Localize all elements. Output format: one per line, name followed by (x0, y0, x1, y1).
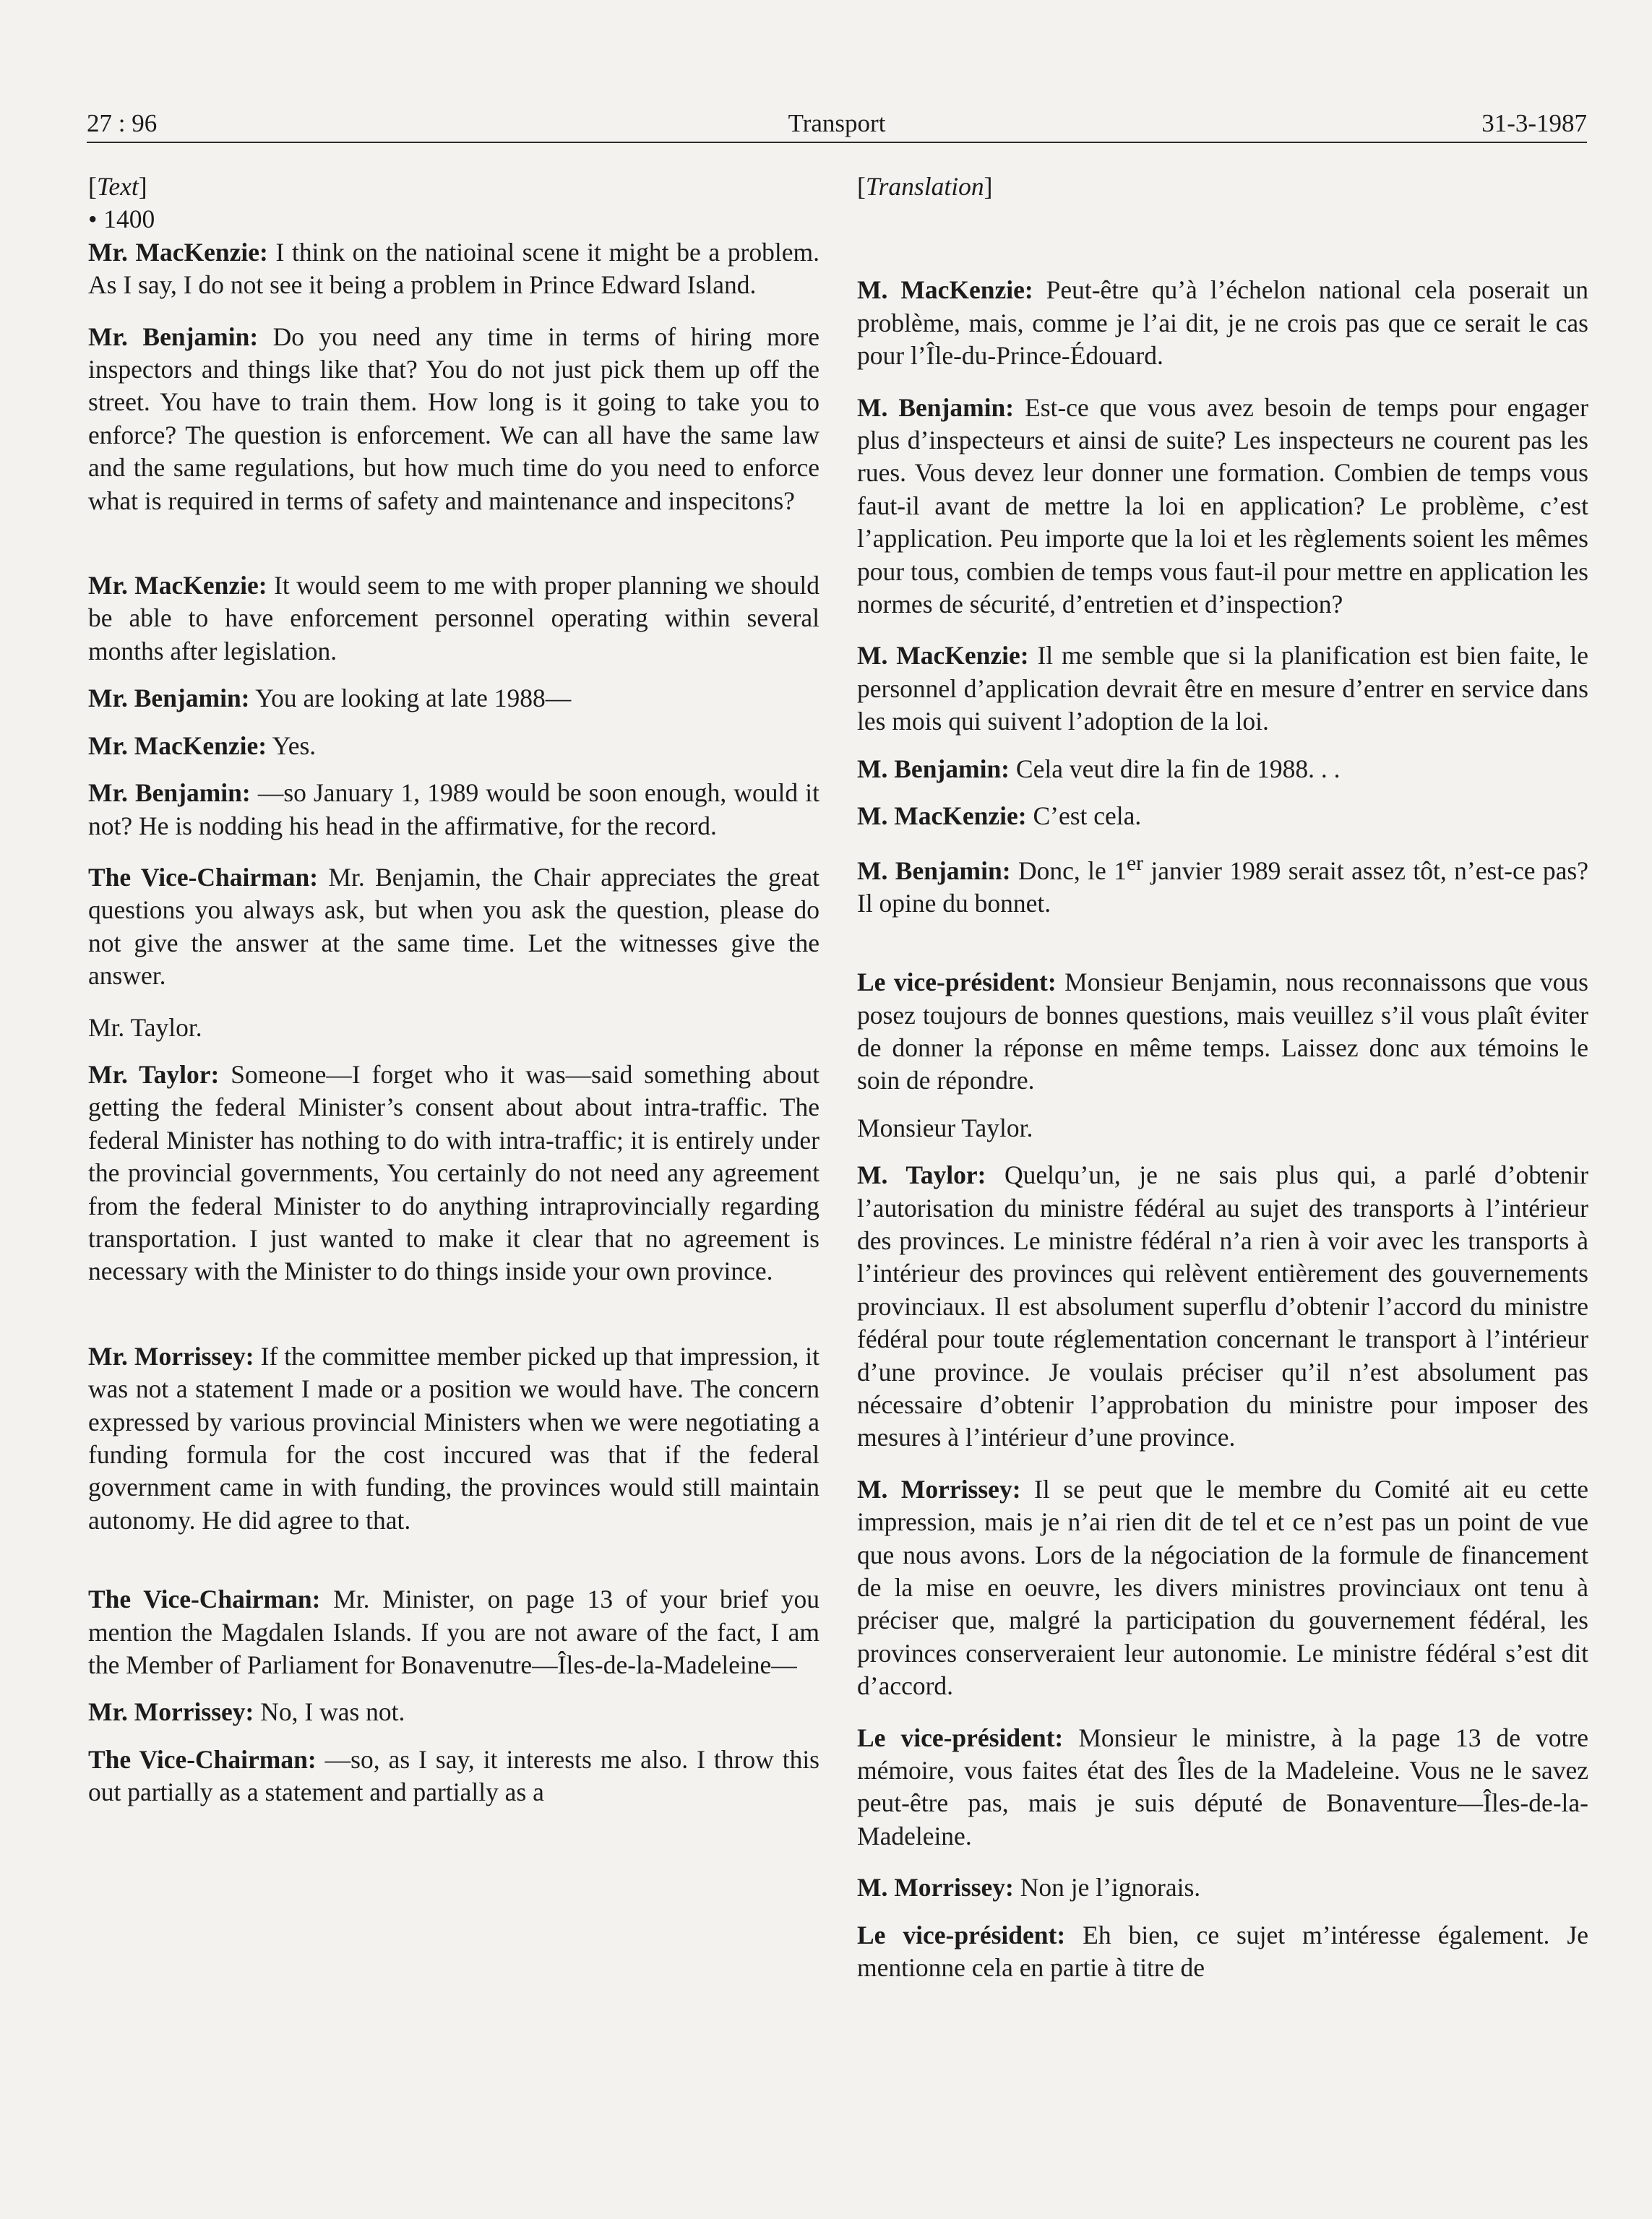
speech: Monsieur Benjamin, nous reconnaissons que vous posez toujours de bonnes questions, mais veuillez s’il vous plaît éviter de donner la réponse en même temps. Laissez donc aux témoins le soin de répondre. (857, 968, 1588, 1095)
speech: Monsieur Taylor. (857, 1113, 1033, 1142)
paragraph (857, 392, 1588, 621)
page-number: 27 : 96 (87, 109, 158, 137)
speech: Eh bien, ce sujet m’intéresse également. Je mentionne cela en partie à titre de (857, 1920, 1588, 1983)
speech: janvier 1989 serait assez tôt, n’est-ce pas? Il opine du bonnet. (857, 856, 1589, 918)
speech: Monsieur le ministre, à la page 13 de votre mémoire, vous faites état des Îles de la Madeleine. Vous ne le savez peut-être pas, mais je suis député de Bonaventure—Îles-de-la-Madeleine. (857, 1723, 1588, 1850)
paragraph (88, 730, 819, 762)
speaker: M. Benjamin: (857, 392, 1015, 422)
speech: Cela veut dire la fin de 1988. . . (1010, 754, 1341, 783)
speech: Mr. Taylor. (88, 1012, 202, 1042)
speech: Mr. Benjamin, the Chair appreciates the great questions you always ask, but when you ask the question, please do not give the answer at the same time. Let the witnesses give the answer. (88, 862, 819, 991)
speaker: M. MacKenzie: (857, 641, 1029, 671)
paragraph (88, 1012, 819, 1044)
french-column (857, 171, 1588, 1985)
speaker: Mr. Morrissey: (88, 1341, 254, 1371)
speech: No, I was not. (254, 1697, 405, 1727)
paragraph (857, 1473, 1588, 1703)
speaker: Mr. MacKenzie: (88, 237, 268, 267)
speech: You are looking at late 1988— (249, 684, 572, 713)
paragraph (857, 1112, 1588, 1145)
paragraph (857, 639, 1588, 738)
paragraph (88, 861, 819, 993)
speech: If the committee member picked up that impression, it was not a statement I made or a position we would have. The concern expressed by various provincial Ministers when we were negotiating a funding formula for the cost inccured was that if the federal government came in with funding, the provinces would still maintain autonomy. He did agree to that. (88, 1341, 819, 1535)
speech: Il me semble que si la planification est bien faite, le personnel d’application devrait être en mesure d’entrer en service dans les mois qui suivent l’adoption de la loi. (857, 641, 1588, 736)
speaker: The Vice-Chairman: (88, 1585, 321, 1614)
speaker: M. Benjamin: (857, 754, 1010, 783)
paragraph (88, 321, 819, 517)
paragraph (88, 682, 819, 715)
timestamp: • 1400 (88, 204, 155, 234)
paragraph (88, 1340, 819, 1537)
paragraph (857, 274, 1588, 372)
paragraph (88, 1744, 819, 1809)
speech: Peut-être qu’à l’échelon national cela poserait un problème, mais, comme je l’ai dit, je ne crois pas que ce serait le cas pour l’Île-du-Prince-Édouard. (857, 275, 1588, 371)
speech: —so, as I say, it interests me also. I throw this out partially as a statement and partially as a (88, 1744, 819, 1807)
speech: It would seem to me with proper planning we should be able to have enforcement personnel operating within several months after legislation. (88, 571, 819, 665)
paragraph (857, 1722, 1588, 1853)
paragraph (88, 1059, 819, 1288)
running-title: Transport (788, 109, 886, 137)
speech: Mr. Minister, on page 13 of your brief you mention the Magdalen Islands. If you are not aware of the fact, I am the Member of Parliament for Bonavenutre—Îles-de-la-Madeleine— (88, 1585, 819, 1680)
speech: Il se peut que le membre du Comité ait eu cette impression, mais je n’ai rien dit de tel et ce n’est pas un point de vue que nous avons. Lors de la négociation de la formule de financement de la mise en oeuvre, les divers ministres provinciaux ont tenu à préciser que, malgré la participation du gouvernement fédéral, les provinces conserveraient leur autonomie. Le ministre fédéral s’est dit d’accord. (857, 1474, 1588, 1701)
speaker: M. Morrissey: (857, 1873, 1014, 1903)
speech: I think on the natioinal scene it might be a problem. As I say, I do not see it being a problem in Prince Edward Island. (88, 237, 819, 300)
page-date: 31-3-1987 (1481, 109, 1587, 137)
paragraph (857, 800, 1588, 832)
paragraph (857, 848, 1588, 921)
page-header (87, 107, 1587, 140)
ordinal-superscript: er (1126, 851, 1143, 875)
speaker: M. Taylor: (857, 1160, 986, 1190)
paragraph (88, 569, 819, 668)
speaker: Mr. Benjamin: (88, 778, 251, 808)
english-column (88, 171, 819, 1809)
paragraph (88, 236, 819, 302)
speaker: Mr. Taylor: (88, 1059, 220, 1089)
header-rule (87, 142, 1587, 143)
speech: —so January 1, 1989 would be soon enough, would it not? He is nodding his head in the affirmative, for the record. (88, 778, 819, 840)
speaker: Mr. Benjamin: (88, 684, 250, 713)
speech: Donc, le 1 (1010, 856, 1127, 885)
column-label: [Translation] (857, 172, 993, 201)
speaker: Mr. MacKenzie: (88, 571, 267, 600)
paragraph (88, 1696, 819, 1728)
speech: Someone—I forget who it was—said something about getting the federal Minister’s consent about about intra-traffic. The federal Minister has nothing to do with intra-traffic; it is entirely under the provincial governments, You certainly do not need any agreement from the federal Minister to do anything intraprovincially regarding transportation. I just wanted to make it clear that no agreement is necessary with the Minister to do things inside your own province. (88, 1059, 819, 1286)
speech: Quelqu’un, je ne sais plus qui, a parlé d’obtenir l’autorisation du ministre fédéral au sujet des transports à l’intérieur des provinces. Le ministre fédéral n’a rien à voir avec les transports à l’intérieur des provinces qui relèvent entièrement des gouvernements provinciaux. Il est absolument superflu d’obtenir l’accord du ministre fédéral pour toute réglementation concernant le transport à l’intérieur d’une province. Je voulais préciser qu’il n’est absolument pas nécessaire d’obtenir l’approbation du ministre pour imposer des mesures à l’intérieur d’une province. (857, 1160, 1588, 1452)
speaker: M. Benjamin: (857, 856, 1011, 885)
speaker: M. Morrissey: (857, 1474, 1021, 1504)
speech: Est-ce que vous avez besoin de temps pour engager plus d’inspecteurs et ainsi de suite? Les inspecteurs ne courent pas les rues. Vous devez leur donner une formation. Combien de temps vous faut-il avant de mettre la loi en application? Le problème, c’est l’application. Peu importe que la loi et les règlements soient les mêmes pour tous, combien de temps vous faut-il pour mettre en application les normes de sécurité, d’entretien et d’inspection? (857, 392, 1588, 619)
speaker: Mr. MacKenzie: (88, 731, 267, 760)
speaker: Mr. Benjamin: (88, 322, 259, 351)
speech: Do you need any time in terms of hiring more inspectors and things like that? You do not just pick them up off the street. You have to train them. How long is it going to take you to enforce? The question is enforcement. We can all have the same law and the same regulations, but how much time do you need to enforce what is required in terms of safety and maintenance and inspecitons? (88, 322, 819, 515)
speaker: M. MacKenzie: (857, 801, 1027, 831)
speech: Non je l’ignorais. (1013, 1873, 1201, 1903)
paragraph (88, 777, 819, 843)
column-label: [Text] (88, 172, 147, 201)
speaker: M. MacKenzie: (857, 275, 1033, 305)
paragraph (857, 966, 1588, 1098)
speaker: Le vice-président: (857, 968, 1057, 997)
paragraph (857, 753, 1588, 785)
paragraph (857, 1919, 1588, 1985)
paragraph (857, 1159, 1588, 1455)
speaker: Le vice-président: (857, 1723, 1064, 1752)
speaker: The Vice-Chairman: (88, 1744, 317, 1774)
speech: C’est cela. (1026, 801, 1142, 831)
paragraph (88, 1583, 819, 1681)
speaker: The Vice-Chairman: (88, 862, 319, 892)
paragraph (857, 1871, 1588, 1904)
speaker: Mr. Morrissey: (88, 1697, 254, 1727)
speech: Yes. (267, 731, 317, 760)
speaker: Le vice-président: (857, 1920, 1066, 1949)
